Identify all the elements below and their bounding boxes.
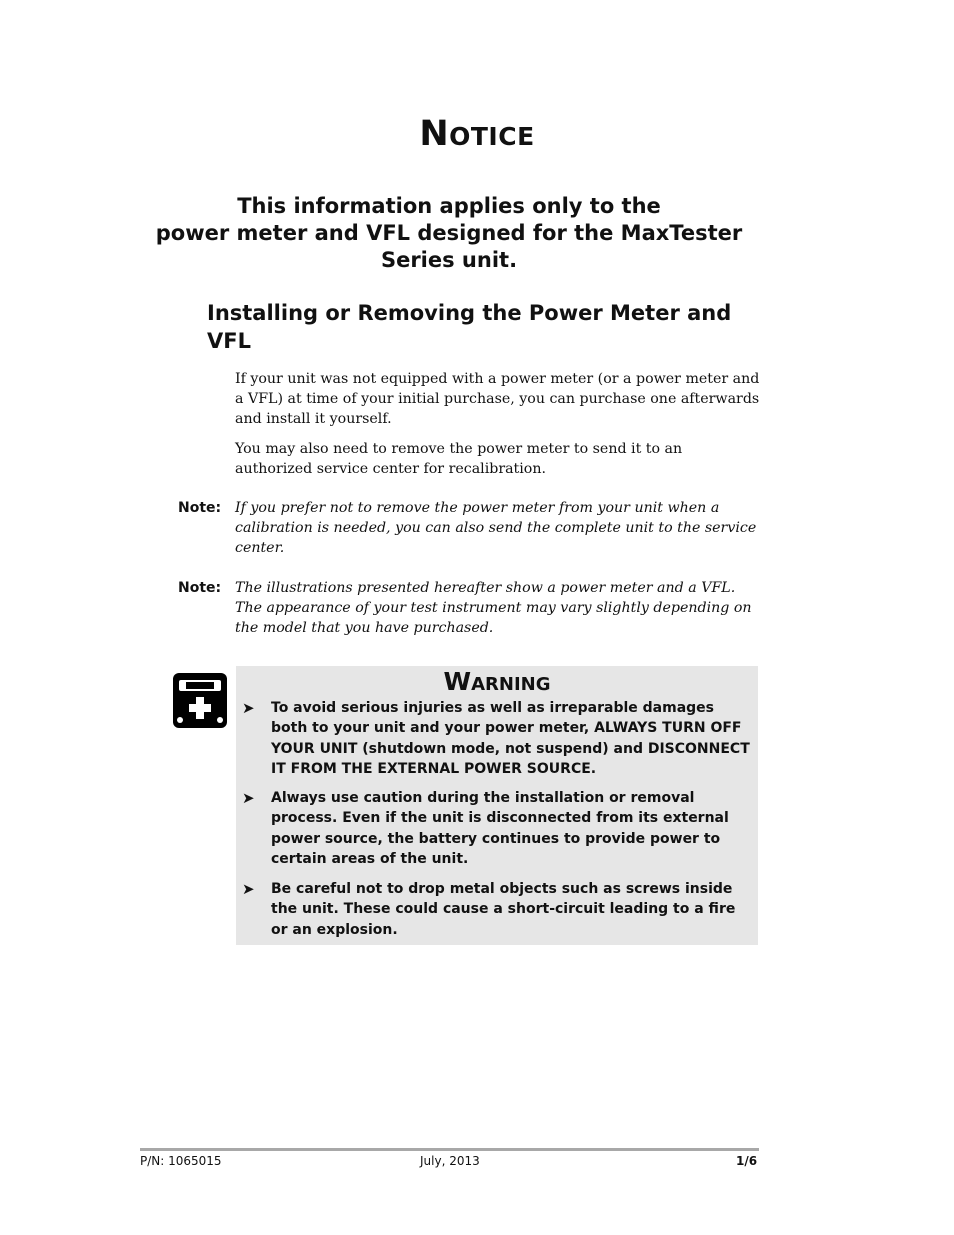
section-heading-line-1: Installing or Removing the Power Meter and (207, 301, 732, 325)
first-aid-warning-icon (172, 670, 228, 730)
footer-part-number: P/N: 1065015 (140, 1154, 222, 1168)
section-heading-line-2: VFL (207, 329, 251, 353)
warning-title: Warning (443, 667, 551, 696)
note-label-1: Note: (178, 500, 222, 516)
section-heading (207, 299, 767, 355)
warning-box (236, 666, 758, 945)
subtitle-line-1: This information applies only to the (237, 194, 661, 218)
footer-page-number: 1/6 (736, 1154, 758, 1168)
subtitle-line-2: power meter and VFL designed for the MaxTester (155, 221, 743, 245)
intro-paragraph: If your unit was not equipped with a power meter (or a power meter and a VFL) at time of your initial purchase, you can purchase one afterwards and install it yourself. (235, 371, 760, 427)
warning-text-2: Always use caution during the installation or removal process. Even if the unit is disconnected from its external power source, the battery continues to provide power to certain areas of the unit. (271, 790, 729, 867)
applicability-subtitle (120, 193, 778, 274)
bullet-arrow-icon: ➤ (242, 789, 255, 807)
warning-text-1: To avoid serious injuries as well as irreparable damages both to your unit and your power meter, ALWAYS TURN OFF YOUR UNIT (shutdown mode, not suspend) and DISCONNECT IT FROM THE EXTERNAL POWER SOURCE. (271, 700, 750, 777)
bullet-arrow-icon: ➤ (242, 699, 255, 717)
page-title: Notice (419, 114, 535, 154)
warning-text-3: Be careful not to drop metal objects such as screws inside the unit. These could cause a short-circuit leading to a fire or an explosion. (271, 881, 736, 938)
note-text-1: If you prefer not to remove the power meter from your unit when a calibration is needed, you can also send the complete unit to the service center. (235, 500, 757, 556)
note-text-2: The illustrations presented hereafter show a power meter and a VFL. The appearance of your test instrument may vary slightly depending on the model that you have purchased. (235, 580, 752, 636)
subtitle-line-3: Series unit. (380, 248, 518, 272)
footer-date: July, 2013 (420, 1154, 480, 1168)
bullet-arrow-icon: ➤ (242, 880, 255, 898)
footer-divider (140, 1148, 759, 1151)
recalibration-paragraph: You may also need to remove the power meter to send it to an authorized service center for recalibration. (235, 441, 683, 477)
note-label-2: Note: (178, 580, 222, 596)
